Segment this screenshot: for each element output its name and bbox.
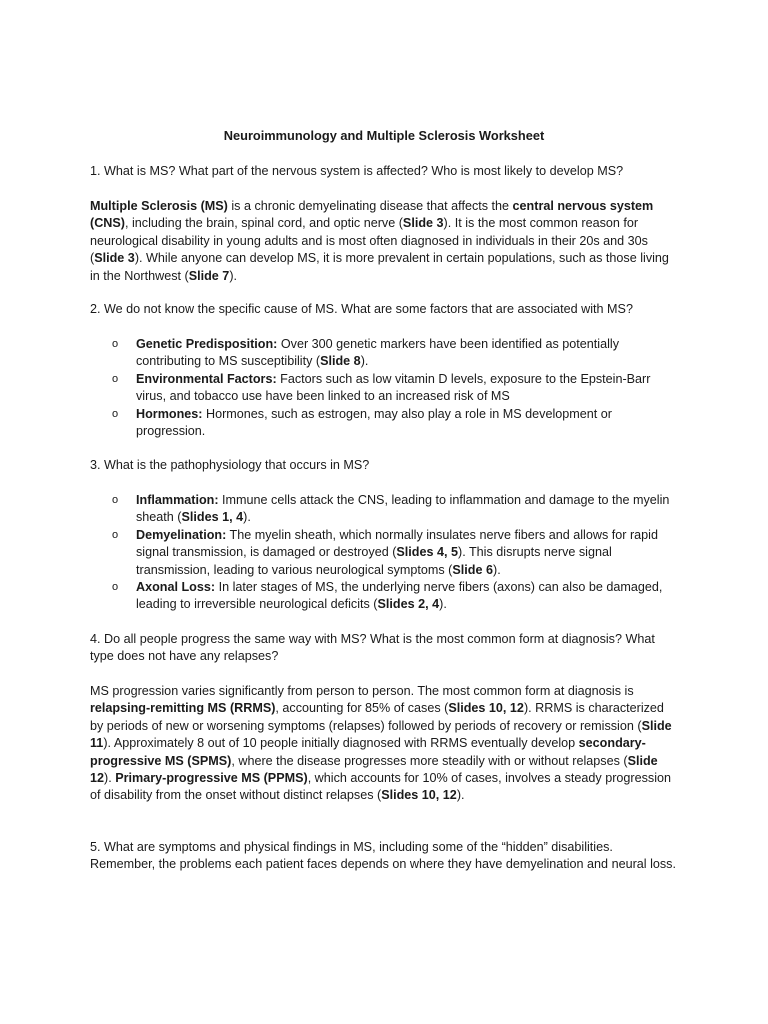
answer-text: MS progression varies significantly from person to person. The most common form at diagnosis is	[90, 684, 634, 698]
bullet-marker: o	[112, 528, 119, 541]
question-2: 2. We do not know the specific cause of MS. What are some factors that are associated with MS?	[90, 302, 633, 316]
slide-reference: Slides 1, 4	[181, 510, 244, 525]
bullet-marker: o	[112, 372, 119, 385]
list-item	[90, 406, 680, 441]
bold-term: relapsing-remitting MS (RRMS)	[90, 701, 276, 716]
item-text: Hormones, such as estrogen, may also play a role in MS development or progression.	[136, 406, 612, 439]
slide-reference: Slide 12	[90, 753, 658, 786]
answer-text: , accounting for 85% of cases (	[275, 701, 449, 716]
item-label: Inflammation:	[136, 493, 219, 507]
answer-text: , which accounts for 10% of cases, involves a steady progression of disability from the onset without distinct relapses (	[90, 771, 671, 803]
bullet-marker: o	[112, 581, 119, 594]
answer-4	[90, 683, 680, 805]
answer-text: , including the brain, spinal cord, and optic nerve (	[124, 216, 403, 231]
bold-term: Primary-progressive MS (PPMS)	[115, 771, 308, 786]
item-text: ). This disrupts nerve signal transmission, leading to various neurological symptoms (	[136, 545, 612, 577]
slide-reference: Slides 10, 12	[381, 788, 457, 803]
answer-text: ).	[456, 788, 465, 803]
item-label: Demyelination:	[136, 527, 227, 542]
question-4: 4. Do all people progress the same way with MS? What is the most common form at diagnosis? What type does not have any relapses?	[90, 632, 655, 664]
page-title: Neuroimmunology and Multiple Sclerosis Worksheet	[223, 128, 545, 143]
list-item	[90, 336, 680, 371]
item-text: In later stages of MS, the underlying nerve fibers (axons) can also be damaged, leading to irreversible neurological deficits (	[136, 580, 663, 612]
bold-term: secondary-progressive MS (SPMS)	[90, 736, 646, 768]
item-text: Factors such as low vitamin D levels, exposure to the Epstein-Barr virus, and tobacco use have been linked to an increased risk of MS	[136, 371, 651, 404]
bold-term: central nervous system (CNS)	[90, 199, 654, 231]
question-5: 5. What are symptoms and physical findings in MS, including some of the “hidden” disabilities. Remember, the problems each patient faces depends on where they have demyelination and neural loss.	[90, 840, 676, 872]
item-text: ).	[243, 510, 251, 525]
item-text: Over 300 genetic markers have been identified as potentially contributing to MS susceptibility (	[136, 337, 619, 369]
item-text: ).	[493, 562, 501, 577]
bullet-marker: o	[112, 494, 119, 506]
bullet-marker: o	[112, 407, 119, 420]
list-item	[90, 492, 680, 527]
item-text: ).	[360, 354, 369, 369]
slide-reference: Slide 8	[320, 354, 361, 369]
list-item	[90, 371, 680, 406]
answer-text: ). Approximately 8 out of 10 people initially diagnosed with RRMS eventually develop	[103, 736, 579, 751]
item-label: Environmental Factors:	[136, 371, 277, 386]
list-item	[90, 579, 680, 614]
slide-reference: Slide 3	[402, 216, 444, 231]
answer-text: ). It is the most common reason for neurological disability in young adults and is most often diagnosed in individuals in their 20s and 30s (	[90, 216, 648, 266]
slide-reference: Slide 11	[90, 718, 672, 751]
item-text: Immune cells attack the CNS, leading to inflammation and damage to the myelin sheath (	[136, 493, 670, 525]
answer-text: ).	[104, 771, 116, 786]
item-label: Genetic Predisposition:	[136, 337, 278, 351]
question-3: 3. What is the pathophysiology that occurs in MS?	[90, 458, 370, 472]
list-item	[90, 527, 680, 579]
slide-reference: Slide 3	[94, 251, 135, 266]
question-1: 1. What is MS? What part of the nervous system is affected? Who is most likely to develop MS?	[90, 164, 624, 178]
item-text: ).	[439, 597, 447, 612]
item-label: Axonal Loss:	[136, 580, 216, 595]
answer-text: ).	[229, 268, 238, 283]
answer-text: ). While anyone can develop MS, it is more prevalent in certain populations, such as those living in the Northwest (	[90, 251, 669, 283]
answer-text: is a chronic demyelinating disease that affects the	[227, 199, 513, 213]
answer-text: , where the disease progresses more steadily with or without relapses (	[231, 753, 628, 768]
factors-list	[90, 336, 680, 440]
bullet-marker: o	[112, 338, 119, 350]
answer-1	[90, 198, 680, 285]
slide-reference: Slide 7	[188, 268, 230, 283]
pathophysiology-list	[90, 492, 680, 614]
slide-reference: Slide 6	[452, 562, 493, 577]
slide-reference: Slides 4, 5	[396, 545, 459, 560]
slide-reference: Slides 10, 12	[448, 701, 524, 716]
slide-reference: Slides 2, 4	[377, 597, 440, 612]
answer-text: ). RRMS is characterized by periods of new or worsening symptoms (relapses) followed by periods of recovery or remission (	[90, 701, 664, 733]
item-text: The myelin sheath, which normally insulates nerve fibers and allows for rapid signal transmission, is damaged or destroyed (	[136, 527, 658, 560]
bold-term: Multiple Sclerosis (MS)	[90, 199, 228, 213]
item-label: Hormones:	[136, 406, 203, 421]
